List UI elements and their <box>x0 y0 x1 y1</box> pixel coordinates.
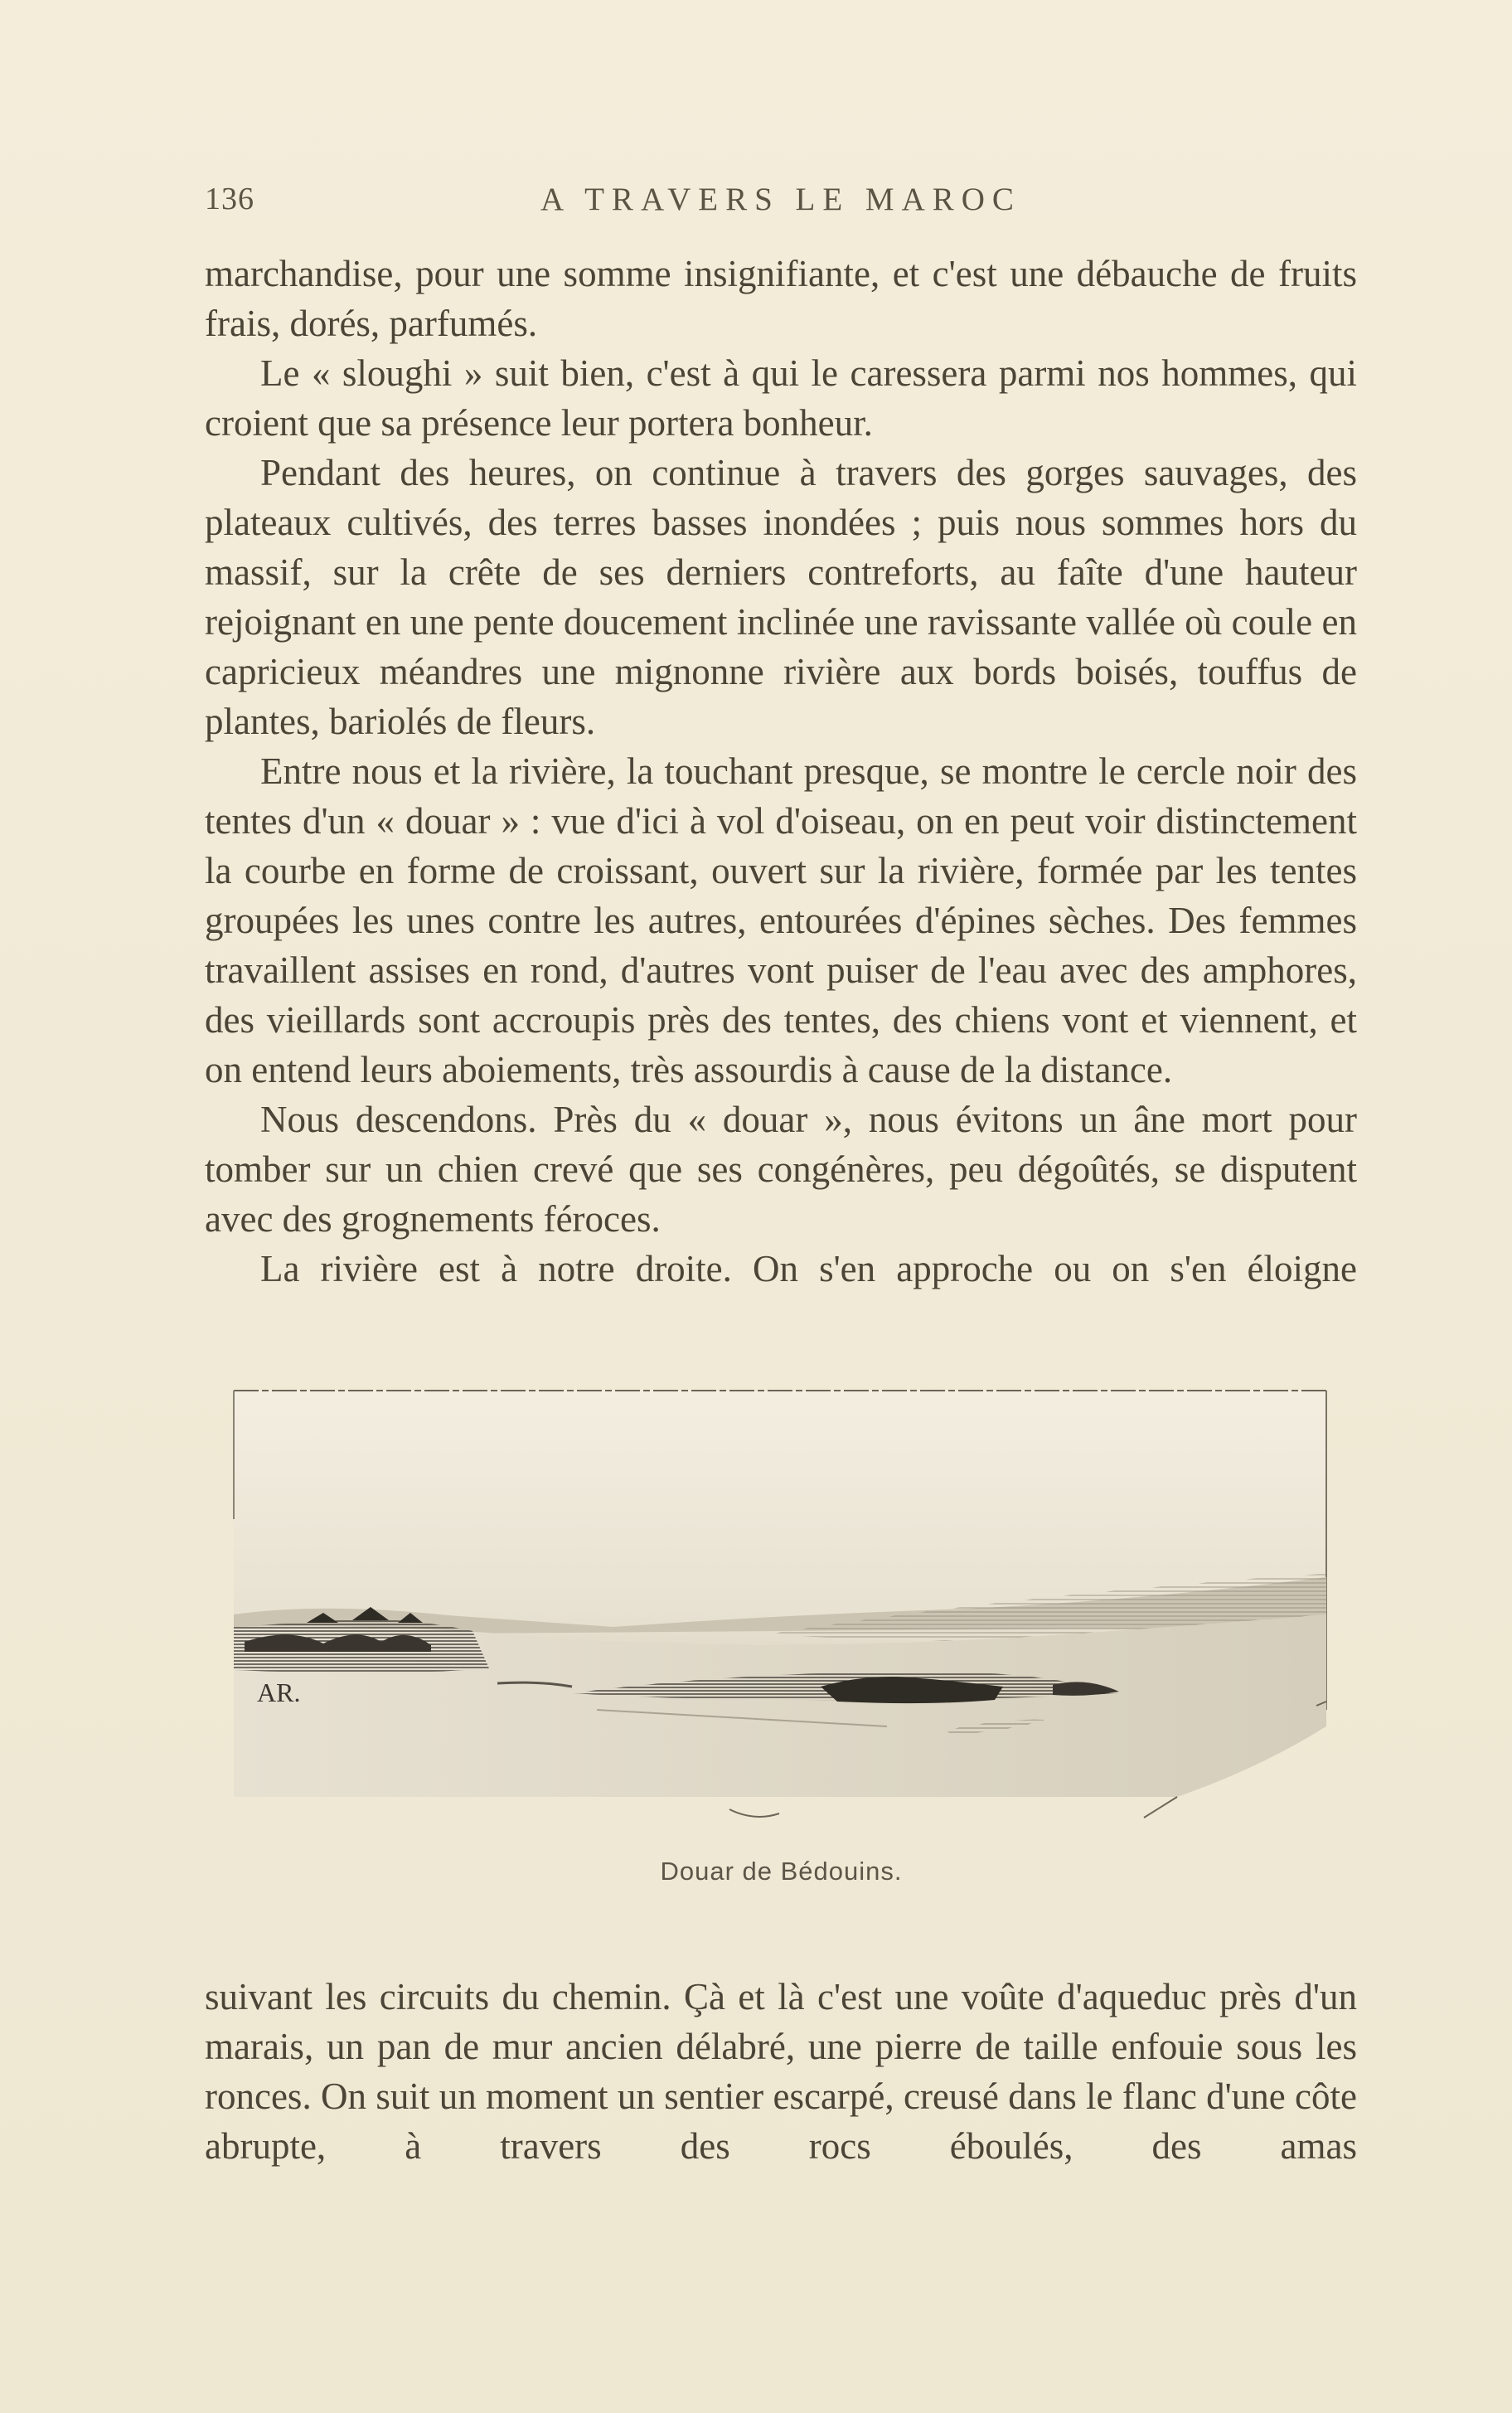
paragraph: marchandise, pour une somme insignifiante, et c'est une débauche de fruits frais, dorés, parfumés. <box>205 253 1357 344</box>
body-text-bottom <box>205 1972 1357 2171</box>
douar-landscape-illustration <box>224 1378 1339 1843</box>
figure-caption: Douar de Bédouins. <box>660 1857 903 1886</box>
paragraph: Nous descendons. Près du « douar », nous évitons un âne mort pour tomber sur un chien crevé que ses congénères, peu dégoûtés, se disputent avec des grognements féroces. <box>205 1099 1357 1240</box>
running-title: A TRAVERS LE MAROC <box>540 182 1021 217</box>
page-header <box>205 181 1357 239</box>
paragraph: suivant les circuits du chemin. Çà et là c'est une voûte d'aqueduc près d'un marais, un pan de mur ancien délabré, une pierre de taille enfouie sous les ronces. On suit un moment un sentier escarpé, creusé dans le flanc d'une côte abrupte, à travers des rocs éboulés, des amas <box>205 1976 1357 2167</box>
paragraph: Entre nous et la rivière, la touchant presque, se montre le cercle noir des tentes d'un « douar » : vue d'ici à vol d'oiseau, on en peut voir distinctement la courbe en forme de croissant, ouvert sur la rivière, formée par les tentes groupées les unes contre les autres, entourées d'épines sèches. Des femmes travaillent assises en rond, d'autres vont puiser de l'eau avec des amphores, des vieillards sont accroupis près des tentes, des chiens vont et viennent, et on entend leurs aboiements, très assourdis à cause de la distance. <box>205 750 1357 1090</box>
page-number: 136 <box>205 182 254 216</box>
signature-text: AR. <box>257 1677 301 1707</box>
illustration-figure <box>224 1378 1339 1886</box>
body-text-top <box>205 249 1357 1294</box>
paragraph: La rivière est à notre droite. On s'en approche ou on s'en éloigne <box>260 1248 1357 1289</box>
paragraph: Pendant des heures, on continue à travers des gorges sauvages, des plateaux cultivés, des terres basses inondées ; puis nous sommes hors du massif, sur la crête de ses derniers contreforts, au faîte d'une hauteur rejoignant en une pente doucement inclinée une ravissante vallée où coule en capricieux méandres une mignonne rivière aux bords boisés, touffus de plantes, bariolés de fleurs. <box>205 452 1357 742</box>
artist-signature <box>257 1677 300 1707</box>
paragraph: Le « sloughi » suit bien, c'est à qui le caressera parmi nos hommes, qui croient que sa présence leur portera bonheur. <box>205 352 1357 444</box>
